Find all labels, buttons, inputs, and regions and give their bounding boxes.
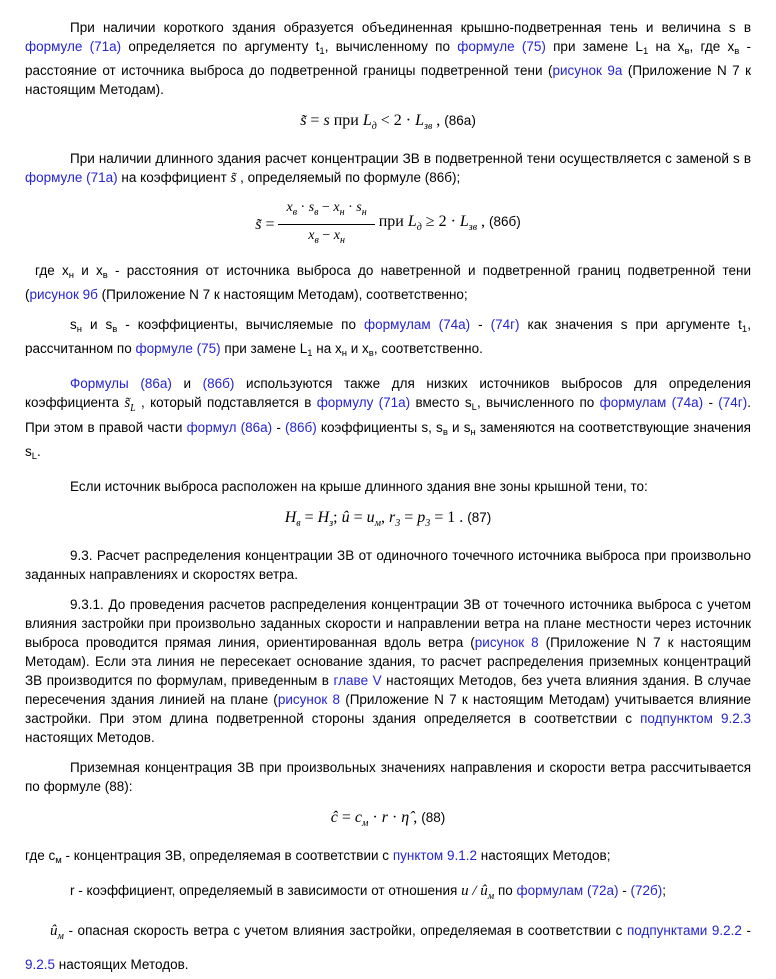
text-span: L	[415, 112, 425, 129]
paragraph-r-coefficient	[25, 881, 751, 906]
text-span: в	[314, 207, 319, 218]
text-span: ≥ 2 ·	[421, 212, 460, 230]
text-span: в	[296, 518, 301, 529]
text-span: r	[388, 509, 396, 526]
text-span: 9.3. Расчет распределения концентрации ЗВ от одиночного точечного источника выброса при произвольно заданных направлениях и скоростях ветра.	[25, 548, 751, 582]
text-span: При наличии длинного здания расчет концентрации ЗВ в подветренной тени осуществляется с заменой s в	[70, 151, 751, 166]
text-span: в	[112, 324, 118, 335]
doc-link[interactable]: формуле (71а)	[25, 39, 122, 54]
text-span: ·	[368, 809, 382, 826]
text-span: при замене L	[220, 341, 308, 356]
text-span: s	[356, 200, 362, 215]
doc-link[interactable]: формул (86а)	[186, 420, 273, 435]
text-span: при	[378, 212, 408, 230]
text-span: (Приложение N 7 к настоящим Методам). Если эта линия не пересекает основание здания, то расчет распределения приземных концентраций ЗВ производится по формулам, приведенным в	[25, 635, 751, 688]
doc-link[interactable]: формулам (72а)	[516, 883, 619, 898]
text-span: по	[494, 883, 517, 898]
fraction	[278, 199, 374, 250]
text-span: 3	[425, 518, 431, 529]
text-span: заменяются на соответствующие значения s	[25, 420, 751, 459]
paragraph-um-speed	[25, 917, 751, 979]
text-span: Приземная концентрация ЗВ при произвольных значениях направления и скорости ветра рассчитывается по формуле (88):	[25, 760, 751, 794]
formula-86a	[25, 110, 751, 138]
doc-link[interactable]: формулу (71а)	[316, 395, 411, 410]
text-span: и s	[447, 420, 471, 435]
formula-86b-rhs	[379, 211, 521, 239]
text-span: u	[366, 509, 375, 526]
text-span: p	[417, 509, 426, 526]
fraction-numerator	[278, 199, 374, 225]
text-span: û	[341, 509, 350, 526]
text-span: < 2 ·	[376, 112, 416, 129]
text-span	[129, 376, 141, 391]
text-span: −	[318, 228, 334, 243]
text-span: (Приложение N 7 к настоящим Методам).	[25, 63, 752, 97]
text-span: , рассчитанном по	[25, 317, 751, 356]
text-span: ,	[409, 809, 422, 826]
text-span: при	[329, 112, 363, 129]
text-span: ,	[432, 112, 445, 129]
text-span: s	[323, 112, 330, 129]
doc-link[interactable]: рисунок 8	[474, 635, 539, 650]
formula-86b	[25, 199, 751, 250]
text-span: в	[442, 427, 448, 438]
text-span: s̃	[300, 112, 307, 129]
doc-link[interactable]: (74г)	[718, 395, 748, 410]
heading-9-3	[25, 546, 751, 584]
text-span: 1	[319, 46, 325, 57]
doc-link[interactable]: формулам (74а)	[363, 317, 471, 332]
text-span: H	[284, 509, 297, 526]
text-span: L	[407, 212, 417, 230]
text-span: ,	[380, 509, 389, 526]
text-span: в	[734, 46, 740, 57]
text-span: x	[333, 228, 340, 243]
text-span: .	[37, 444, 41, 459]
text-span: в	[314, 235, 319, 246]
text-span: на коэффициент	[117, 170, 231, 185]
doc-link[interactable]: 9.2.2	[711, 923, 742, 938]
text-span: =	[261, 215, 275, 233]
text-span: −	[318, 200, 334, 215]
text-span: з	[329, 518, 334, 529]
text-span: н	[339, 207, 345, 218]
text-span: L	[459, 212, 469, 230]
text-span: , где x	[689, 39, 735, 54]
paragraph-roof-source	[25, 477, 751, 496]
paragraph-short-building	[25, 18, 751, 99]
formula-86b-lhs	[255, 214, 274, 236]
text-span: где x	[35, 263, 69, 278]
text-span: L	[130, 403, 136, 414]
doc-link[interactable]: формуле (75)	[135, 341, 221, 356]
text-span: , вычисленному по	[324, 39, 458, 54]
text-span: s	[308, 200, 315, 215]
text-span: вместо s	[410, 395, 472, 410]
text-span: 9.3.1. До проведения расчетов распределения концентрации ЗВ от точечного источника выброса с учетом влияния застройки при произвольно заданных скорости и направлении ветра на плане местности через источник выброса проводится прямая линия, ориентированная вдоль ветра (	[25, 597, 751, 650]
text-span: x	[333, 200, 340, 215]
text-span: - опасная скорость ветра с учетом влияния застройки, определяемая в соответствии с	[63, 923, 627, 938]
text-span: x	[308, 228, 315, 243]
fraction-denominator	[278, 225, 374, 250]
text-span: настоящих Методов, без учета влияния здания. В случае пересечения здания линией на плане (	[25, 673, 751, 707]
text-span: r	[381, 809, 388, 826]
text-span: L	[31, 451, 38, 462]
text-span: ;	[333, 509, 342, 526]
text-span: н	[361, 207, 367, 218]
text-span: н	[341, 348, 347, 359]
text-span: и x	[347, 341, 369, 356]
text-span: u	[461, 883, 469, 899]
text-span: Если источник выброса расположен на крыше длинного здания вне зоны крышной тени, то:	[70, 479, 648, 494]
paragraph-where-cm	[25, 846, 751, 870]
text-span: где c	[25, 848, 56, 863]
text-span: 1	[741, 324, 748, 335]
text-span: - расстояния от источника выброса до наветренной и подветренной границ подветренной тени (	[25, 263, 751, 302]
doc-link[interactable]: формуле (75)	[457, 39, 546, 54]
text-span: η̂	[401, 809, 410, 826]
text-span: м	[374, 518, 381, 529]
text-span: 3	[395, 518, 401, 529]
text-span: L	[362, 112, 372, 129]
paragraph-ground-concentration	[25, 758, 751, 796]
text-span: настоящих Методов.	[55, 957, 189, 972]
doc-link[interactable]: (86а)	[140, 376, 172, 391]
text-span: , определяемый по формуле (86б);	[236, 170, 461, 185]
text-span: и	[171, 376, 203, 391]
text-span: - концентрация ЗВ, определяемая в соответствии с	[61, 848, 393, 863]
text-span: 1	[307, 348, 313, 359]
text-span: x	[286, 200, 293, 215]
doc-link[interactable]: 9.2.5	[25, 957, 56, 972]
text-span: при замене L	[545, 39, 643, 54]
text-span: ·	[297, 200, 309, 215]
paragraph-long-building	[25, 149, 751, 188]
text-span: (87)	[467, 510, 492, 525]
doc-link[interactable]: (86б)	[284, 420, 317, 435]
text-span: м	[487, 891, 495, 902]
text-span: (86б)	[489, 213, 521, 229]
doc-link[interactable]: главе V	[333, 673, 382, 688]
text-span: =	[349, 509, 367, 526]
text-span: ;	[662, 883, 666, 898]
text-span: c	[354, 809, 362, 826]
doc-link[interactable]: формуле (71а)	[25, 170, 118, 185]
text-span: используются также для низких источников выбросов для определения коэффициента	[25, 376, 751, 410]
text-span: настоящих Методов;	[476, 848, 611, 863]
text-span: s	[70, 317, 77, 332]
text-span: H	[317, 509, 330, 526]
paragraph-sn-sv-coefficients	[25, 315, 751, 363]
text-span: как значения s при аргументе t	[519, 317, 742, 332]
text-span: м	[55, 855, 62, 866]
text-span: коэффициенты s, s	[316, 420, 443, 435]
paragraph-formulas-usage	[25, 374, 751, 466]
text-span: =	[400, 509, 418, 526]
text-span: зв	[468, 221, 478, 233]
text-span: в	[102, 270, 108, 281]
text-span: настоящих Методов.	[25, 730, 155, 745]
doc-link[interactable]: подпунктом 9.2.3	[640, 711, 751, 726]
text-span: на x	[312, 341, 342, 356]
text-span: r - коэффициент, определяемый в зависимости от отношения	[70, 883, 462, 898]
doc-link[interactable]: рисунок 9б	[29, 287, 98, 302]
text-span: ĉ	[330, 809, 338, 826]
text-span: ,	[477, 212, 490, 230]
doc-link[interactable]: рисунок 9а	[552, 63, 623, 78]
text-span: м	[57, 931, 64, 942]
paragraph-9-3-1	[25, 595, 751, 747]
text-span: н	[76, 324, 82, 335]
text-span: -	[703, 395, 719, 410]
text-span: -	[741, 923, 751, 938]
text-span: 1	[642, 46, 649, 57]
paragraph-where-xn-xv	[25, 261, 751, 304]
text-span: д	[416, 221, 422, 233]
text-span: определяется по аргументу t	[121, 39, 320, 54]
text-span: (88)	[421, 810, 446, 825]
doc-link[interactable]: (86б)	[202, 376, 235, 391]
text-span: s̃	[124, 395, 131, 411]
text-span: н	[339, 235, 345, 246]
text-span: - коэффициенты, вычисляемые по	[117, 317, 364, 332]
doc-link[interactable]: (74г)	[490, 317, 520, 332]
text-span: û	[480, 883, 488, 899]
text-span: ·	[344, 200, 357, 215]
text-span: , который подставляется в	[135, 395, 317, 410]
doc-link[interactable]: Формулы	[70, 376, 129, 391]
text-span: м	[362, 818, 369, 829]
text-span: =	[300, 509, 318, 526]
doc-link[interactable]: пунктом 9.1.2	[392, 848, 477, 863]
text-span: -	[272, 420, 285, 435]
text-span: s̃	[230, 170, 237, 186]
text-span: зв	[424, 121, 433, 132]
text-span: и x	[73, 263, 103, 278]
text-span: s̃	[255, 215, 262, 233]
formula-87	[25, 507, 751, 535]
text-span: (Приложение N 7 к настоящим Методам), соответственно;	[97, 287, 468, 302]
text-span: /	[468, 883, 481, 899]
doc-link[interactable]: (72б)	[630, 883, 663, 898]
doc-link[interactable]: формулам (74а)	[599, 395, 704, 410]
text-span: д	[371, 121, 377, 132]
text-span: При наличии короткого здания образуется объединенная крышно-подветренная тень и величина s в	[70, 20, 751, 35]
text-span: (86а)	[444, 113, 476, 128]
text-span: (Приложение N 7 к настоящим Методам) учитывается влияние застройки. При этом длина подветренной стороны здания определяется в соответствии с	[25, 692, 752, 726]
text-span: на x	[648, 39, 685, 54]
doc-link[interactable]: рисунок 8	[277, 692, 340, 707]
text-span: -	[618, 883, 631, 898]
text-span: н	[68, 270, 74, 281]
text-span: L	[471, 402, 477, 413]
text-span: и s	[82, 317, 113, 332]
text-span: в	[684, 46, 690, 57]
text-span: =	[337, 809, 355, 826]
text-span: = 1 .	[430, 509, 468, 526]
formula-88	[25, 807, 751, 835]
text-span: , соответственно.	[373, 341, 483, 356]
text-span: н	[470, 427, 476, 438]
text-span: в	[368, 348, 374, 359]
doc-link[interactable]: подпунктами	[626, 923, 708, 938]
text-span: =	[306, 112, 324, 129]
text-span: ·	[387, 809, 402, 826]
text-span: - расстояние от источника выброса до подветренной границы подветренной тени (	[25, 39, 751, 78]
text-span: . При этом в правой части	[25, 395, 751, 435]
text-span: û	[50, 923, 58, 939]
text-span: в	[292, 207, 298, 218]
text-span: , вычисленного по	[476, 395, 600, 410]
text-span: -	[470, 317, 491, 332]
